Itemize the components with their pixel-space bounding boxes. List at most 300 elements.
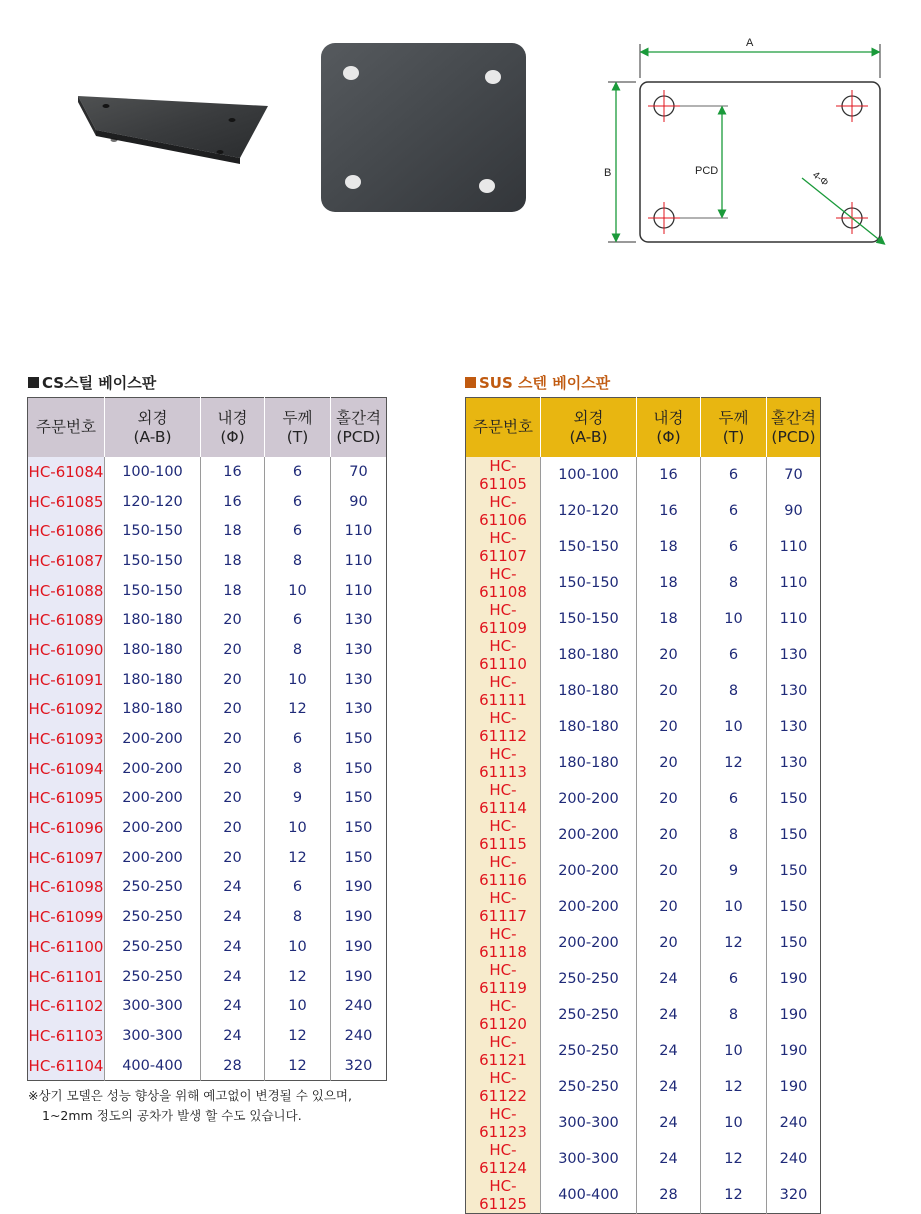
cs-cell-hole-spacing: 240 xyxy=(331,1021,387,1051)
sus-cell-outer-size: 100-100 xyxy=(541,457,637,493)
cs-cell-thickness: 6 xyxy=(265,487,331,517)
sus-cell-inner-diameter: 24 xyxy=(637,997,701,1033)
cs-cell-inner-diameter: 18 xyxy=(201,576,265,606)
cs-cell-order-number: HC-61086 xyxy=(28,516,105,546)
sus-cell-inner-diameter: 18 xyxy=(637,529,701,565)
cs-header-row xyxy=(28,398,387,458)
cs-cell-order-number: HC-61104 xyxy=(28,1051,105,1081)
cs-cell-outer-size: 120-120 xyxy=(105,487,201,517)
cs-cell-thickness: 6 xyxy=(265,516,331,546)
cs-cell-thickness: 8 xyxy=(265,754,331,784)
sus-cell-thickness: 10 xyxy=(701,889,767,925)
sus-cell-hole-spacing: 110 xyxy=(767,565,821,601)
cs-header-thickness-line1: 두께 xyxy=(282,408,313,427)
sus-cell-order-number: HC-61112 xyxy=(466,709,541,745)
sus-cell-thickness: 6 xyxy=(701,457,767,493)
table-row xyxy=(28,873,387,903)
sus-header-inner-diameter xyxy=(637,398,701,458)
cs-cell-outer-size: 400-400 xyxy=(105,1051,201,1081)
cs-cell-outer-size: 200-200 xyxy=(105,813,201,843)
sus-cell-hole-spacing: 150 xyxy=(767,889,821,925)
sus-cell-thickness: 8 xyxy=(701,997,767,1033)
cs-cell-thickness: 6 xyxy=(265,873,331,903)
sus-cell-inner-diameter: 24 xyxy=(637,961,701,997)
sus-header-outer-size-line1: 외경 xyxy=(573,408,604,427)
sus-spec-table xyxy=(465,397,821,1214)
cs-cell-order-number: HC-61088 xyxy=(28,576,105,606)
sus-cell-outer-size: 120-120 xyxy=(541,493,637,529)
sus-title-marker xyxy=(465,377,476,388)
cs-cell-inner-diameter: 24 xyxy=(201,962,265,992)
table-row xyxy=(28,902,387,932)
footnote-line-2: 1~2mm 정도의 공차가 발생 할 수도 있습니다. xyxy=(42,1108,302,1123)
sus-cell-thickness: 8 xyxy=(701,673,767,709)
cs-cell-outer-size: 250-250 xyxy=(105,873,201,903)
sus-cell-thickness: 12 xyxy=(701,745,767,781)
sus-cell-inner-diameter: 20 xyxy=(637,925,701,961)
cs-header-hole-spacing-line1: 홀간격 xyxy=(336,408,381,427)
sus-cell-hole-spacing: 110 xyxy=(767,601,821,637)
dimension-a-label: A xyxy=(746,37,754,49)
sus-cell-inner-diameter: 28 xyxy=(637,1177,701,1214)
sus-cell-outer-size: 150-150 xyxy=(541,565,637,601)
cs-cell-inner-diameter: 20 xyxy=(201,605,265,635)
hole-diameter-label: 4-Φ xyxy=(810,169,831,189)
cs-cell-inner-diameter: 28 xyxy=(201,1051,265,1081)
sus-cell-hole-spacing: 190 xyxy=(767,961,821,997)
cs-cell-outer-size: 180-180 xyxy=(105,635,201,665)
sus-cell-thickness: 12 xyxy=(701,925,767,961)
sus-cell-inner-diameter: 18 xyxy=(637,565,701,601)
cs-cell-hole-spacing: 190 xyxy=(331,873,387,903)
sus-cell-hole-spacing: 150 xyxy=(767,853,821,889)
cs-cell-hole-spacing: 110 xyxy=(331,516,387,546)
cs-cell-outer-size: 200-200 xyxy=(105,784,201,814)
sus-cell-hole-spacing: 70 xyxy=(767,457,821,493)
cs-header-outer-size-line1: 외경 xyxy=(137,408,168,427)
table-row xyxy=(466,601,821,637)
table-row xyxy=(466,1033,821,1069)
sus-cell-outer-size: 180-180 xyxy=(541,637,637,673)
table-row xyxy=(466,745,821,781)
sus-cell-inner-diameter: 20 xyxy=(637,817,701,853)
cs-cell-order-number: HC-61095 xyxy=(28,784,105,814)
cs-cell-hole-spacing: 110 xyxy=(331,546,387,576)
table-row xyxy=(466,565,821,601)
cs-cell-inner-diameter: 20 xyxy=(201,813,265,843)
cs-cell-thickness: 12 xyxy=(265,1021,331,1051)
sus-cell-inner-diameter: 24 xyxy=(637,1141,701,1177)
cs-cell-thickness: 10 xyxy=(265,576,331,606)
sus-cell-inner-diameter: 24 xyxy=(637,1069,701,1105)
sus-cell-order-number: HC-61118 xyxy=(466,925,541,961)
cs-header-inner-diameter-line1: 내경 xyxy=(217,408,248,427)
cs-cell-hole-spacing: 70 xyxy=(331,457,387,487)
sus-cell-thickness: 8 xyxy=(701,565,767,601)
sus-cell-outer-size: 150-150 xyxy=(541,601,637,637)
sus-cell-thickness: 10 xyxy=(701,1033,767,1069)
sus-cell-outer-size: 180-180 xyxy=(541,673,637,709)
sus-cell-order-number: HC-61110 xyxy=(466,637,541,673)
sus-cell-hole-spacing: 240 xyxy=(767,1141,821,1177)
sus-cell-inner-diameter: 16 xyxy=(637,493,701,529)
cs-cell-hole-spacing: 240 xyxy=(331,991,387,1021)
cs-header-thickness-line2: (T) xyxy=(286,427,309,446)
table-row xyxy=(466,853,821,889)
cs-cell-thickness: 12 xyxy=(265,695,331,725)
cs-header-hole-spacing-line2: (PCD) xyxy=(336,427,381,446)
cs-cell-order-number: HC-61087 xyxy=(28,546,105,576)
cs-cell-thickness: 6 xyxy=(265,724,331,754)
cs-cell-hole-spacing: 190 xyxy=(331,902,387,932)
cs-cell-hole-spacing: 150 xyxy=(331,813,387,843)
sus-cell-hole-spacing: 130 xyxy=(767,745,821,781)
sus-cell-inner-diameter: 20 xyxy=(637,853,701,889)
cs-cell-outer-size: 200-200 xyxy=(105,843,201,873)
sus-table-body xyxy=(466,457,821,1214)
sus-cell-hole-spacing: 240 xyxy=(767,1105,821,1141)
sus-header-hole-spacing-line1: 홀간격 xyxy=(771,408,816,427)
cs-cell-order-number: HC-61101 xyxy=(28,962,105,992)
hole-diameter-leader xyxy=(802,178,882,242)
cs-cell-order-number: HC-61098 xyxy=(28,873,105,903)
sus-cell-order-number: HC-61113 xyxy=(466,745,541,781)
sus-cell-order-number: HC-61108 xyxy=(466,565,541,601)
sus-cell-thickness: 10 xyxy=(701,709,767,745)
cs-spec-table xyxy=(27,397,387,1081)
cs-cell-inner-diameter: 24 xyxy=(201,932,265,962)
cs-header-hole-spacing xyxy=(331,398,387,458)
sus-cell-order-number: HC-61119 xyxy=(466,961,541,997)
sus-header-hole-spacing-line2: (PCD) xyxy=(771,427,816,446)
sus-cell-inner-diameter: 24 xyxy=(637,1033,701,1069)
sus-cell-order-number: HC-61107 xyxy=(466,529,541,565)
table-row xyxy=(28,576,387,606)
sus-cell-order-number: HC-61109 xyxy=(466,601,541,637)
sus-header-inner-diameter-line1: 내경 xyxy=(653,408,684,427)
cs-cell-thickness: 10 xyxy=(265,813,331,843)
cs-cell-inner-diameter: 18 xyxy=(201,516,265,546)
sus-header-hole-spacing xyxy=(767,398,821,458)
sus-cell-hole-spacing: 110 xyxy=(767,529,821,565)
table-row xyxy=(28,665,387,695)
cs-cell-hole-spacing: 90 xyxy=(331,487,387,517)
cs-cell-inner-diameter: 24 xyxy=(201,902,265,932)
sus-cell-hole-spacing: 150 xyxy=(767,925,821,961)
sus-cell-inner-diameter: 20 xyxy=(637,709,701,745)
dimension-pcd-label: PCD xyxy=(695,165,719,177)
sus-cell-outer-size: 150-150 xyxy=(541,529,637,565)
cs-cell-inner-diameter: 20 xyxy=(201,665,265,695)
dimension-diagram xyxy=(600,30,900,260)
sus-cell-outer-size: 300-300 xyxy=(541,1141,637,1177)
cs-cell-inner-diameter: 24 xyxy=(201,991,265,1021)
sus-cell-inner-diameter: 18 xyxy=(637,601,701,637)
cs-cell-inner-diameter: 20 xyxy=(201,695,265,725)
cs-cell-inner-diameter: 20 xyxy=(201,635,265,665)
table-row xyxy=(28,635,387,665)
sus-cell-inner-diameter: 20 xyxy=(637,637,701,673)
sus-cell-thickness: 6 xyxy=(701,637,767,673)
cs-cell-outer-size: 150-150 xyxy=(105,546,201,576)
sus-cell-hole-spacing: 130 xyxy=(767,637,821,673)
sus-cell-order-number: HC-61111 xyxy=(466,673,541,709)
sus-cell-hole-spacing: 190 xyxy=(767,1069,821,1105)
sus-header-thickness xyxy=(701,398,767,458)
sus-header-thickness-line1: 두께 xyxy=(718,408,749,427)
cs-cell-thickness: 8 xyxy=(265,546,331,576)
table-row xyxy=(28,457,387,487)
cs-cell-order-number: HC-61103 xyxy=(28,1021,105,1051)
sus-cell-order-number: HC-61117 xyxy=(466,889,541,925)
sus-cell-order-number: HC-61105 xyxy=(466,457,541,493)
cs-cell-inner-diameter: 20 xyxy=(201,843,265,873)
cs-cell-outer-size: 200-200 xyxy=(105,724,201,754)
sus-cell-hole-spacing: 190 xyxy=(767,1033,821,1069)
table-row xyxy=(466,1141,821,1177)
cs-cell-thickness: 10 xyxy=(265,932,331,962)
sus-cell-thickness: 12 xyxy=(701,1177,767,1214)
dimension-b-label: B xyxy=(604,167,612,179)
cs-header-outer-size xyxy=(105,398,201,458)
cs-cell-outer-size: 100-100 xyxy=(105,457,201,487)
table-row xyxy=(466,961,821,997)
sus-cell-thickness: 12 xyxy=(701,1069,767,1105)
table-row xyxy=(466,1105,821,1141)
table-row xyxy=(28,1021,387,1051)
sus-cell-outer-size: 200-200 xyxy=(541,853,637,889)
cs-cell-hole-spacing: 130 xyxy=(331,665,387,695)
table-row xyxy=(466,817,821,853)
sus-cell-inner-diameter: 20 xyxy=(637,889,701,925)
table-row xyxy=(466,637,821,673)
sus-cell-thickness: 6 xyxy=(701,493,767,529)
sus-cell-outer-size: 200-200 xyxy=(541,889,637,925)
sus-cell-order-number: HC-61122 xyxy=(466,1069,541,1105)
cs-cell-outer-size: 250-250 xyxy=(105,902,201,932)
sus-cell-hole-spacing: 190 xyxy=(767,997,821,1033)
sus-section-title xyxy=(465,372,610,393)
hole-top-left xyxy=(648,90,680,122)
table-row xyxy=(466,709,821,745)
cs-cell-thickness: 8 xyxy=(265,902,331,932)
cs-cell-hole-spacing: 130 xyxy=(331,635,387,665)
cs-cell-outer-size: 150-150 xyxy=(105,516,201,546)
sus-cell-thickness: 10 xyxy=(701,1105,767,1141)
sus-cell-thickness: 6 xyxy=(701,781,767,817)
cs-cell-outer-size: 180-180 xyxy=(105,695,201,725)
sus-cell-outer-size: 250-250 xyxy=(541,1033,637,1069)
sus-header-order-number xyxy=(466,398,541,458)
sus-cell-outer-size: 250-250 xyxy=(541,1069,637,1105)
cs-cell-outer-size: 300-300 xyxy=(105,991,201,1021)
cs-cell-thickness: 9 xyxy=(265,784,331,814)
cs-header-order-number xyxy=(28,398,105,458)
cs-cell-hole-spacing: 150 xyxy=(331,754,387,784)
cs-cell-order-number: HC-61100 xyxy=(28,932,105,962)
cs-cell-order-number: HC-61091 xyxy=(28,665,105,695)
cs-cell-hole-spacing: 190 xyxy=(331,962,387,992)
table-row xyxy=(28,605,387,635)
table-row xyxy=(466,1177,821,1214)
cs-cell-outer-size: 180-180 xyxy=(105,665,201,695)
table-row xyxy=(28,784,387,814)
table-row xyxy=(28,962,387,992)
cs-cell-inner-diameter: 16 xyxy=(201,487,265,517)
cs-cell-hole-spacing: 190 xyxy=(331,932,387,962)
table-row xyxy=(28,695,387,725)
sus-cell-outer-size: 180-180 xyxy=(541,709,637,745)
footnote-line-1: ※상기 모델은 성능 향상을 위해 예고없이 변경될 수 있으며, xyxy=(28,1088,352,1103)
sus-cell-hole-spacing: 130 xyxy=(767,709,821,745)
sus-cell-order-number: HC-61114 xyxy=(466,781,541,817)
cs-cell-hole-spacing: 150 xyxy=(331,724,387,754)
hole-top-right xyxy=(836,90,868,122)
sus-cell-inner-diameter: 20 xyxy=(637,781,701,817)
sus-cell-order-number: HC-61121 xyxy=(466,1033,541,1069)
table-row xyxy=(466,673,821,709)
sus-cell-order-number: HC-61124 xyxy=(466,1141,541,1177)
cs-cell-inner-diameter: 16 xyxy=(201,457,265,487)
cs-cell-order-number: HC-61093 xyxy=(28,724,105,754)
cs-title-marker xyxy=(28,377,39,388)
cs-cell-inner-diameter: 20 xyxy=(201,784,265,814)
sus-header-order-number-line1: 주문번호 xyxy=(473,418,533,436)
sus-cell-thickness: 10 xyxy=(701,601,767,637)
table-row xyxy=(28,1051,387,1081)
table-row xyxy=(466,781,821,817)
cs-cell-thickness: 6 xyxy=(265,605,331,635)
sus-cell-hole-spacing: 130 xyxy=(767,673,821,709)
cs-cell-inner-diameter: 20 xyxy=(201,724,265,754)
cs-cell-thickness: 10 xyxy=(265,991,331,1021)
sus-cell-order-number: HC-61106 xyxy=(466,493,541,529)
table-row xyxy=(28,843,387,873)
cs-cell-thickness: 8 xyxy=(265,635,331,665)
cs-cell-order-number: HC-61102 xyxy=(28,991,105,1021)
cs-cell-inner-diameter: 24 xyxy=(201,1021,265,1051)
sus-cell-order-number: HC-61116 xyxy=(466,853,541,889)
cs-cell-order-number: HC-61094 xyxy=(28,754,105,784)
cs-cell-thickness: 12 xyxy=(265,962,331,992)
cs-cell-order-number: HC-61096 xyxy=(28,813,105,843)
base-plate-top-photo xyxy=(318,40,528,215)
table-row xyxy=(466,1069,821,1105)
cs-cell-order-number: HC-61090 xyxy=(28,635,105,665)
table-row xyxy=(28,546,387,576)
sus-cell-outer-size: 200-200 xyxy=(541,781,637,817)
sus-cell-outer-size: 200-200 xyxy=(541,925,637,961)
sus-cell-hole-spacing: 150 xyxy=(767,817,821,853)
sus-cell-order-number: HC-61120 xyxy=(466,997,541,1033)
sus-cell-thickness: 9 xyxy=(701,853,767,889)
sus-cell-thickness: 6 xyxy=(701,961,767,997)
cs-cell-outer-size: 250-250 xyxy=(105,962,201,992)
cs-cell-order-number: HC-61085 xyxy=(28,487,105,517)
sus-cell-inner-diameter: 20 xyxy=(637,745,701,781)
sus-header-outer-size xyxy=(541,398,637,458)
table-row xyxy=(466,889,821,925)
cs-header-order-number-line1: 주문번호 xyxy=(36,418,96,436)
table-row xyxy=(466,925,821,961)
cs-cell-thickness: 12 xyxy=(265,1051,331,1081)
cs-cell-inner-diameter: 18 xyxy=(201,546,265,576)
sus-cell-outer-size: 200-200 xyxy=(541,817,637,853)
table-row xyxy=(28,724,387,754)
table-row xyxy=(28,991,387,1021)
cs-cell-hole-spacing: 320 xyxy=(331,1051,387,1081)
sus-header-inner-diameter-line2: (Φ) xyxy=(656,427,681,446)
hole-bottom-left xyxy=(648,202,680,234)
sus-title-text: SUS 스텐 베이스판 xyxy=(479,374,611,392)
cs-section-title xyxy=(28,372,156,393)
cs-cell-outer-size: 180-180 xyxy=(105,605,201,635)
cs-title-text: CS스틸 베이스판 xyxy=(42,374,157,392)
cs-cell-thickness: 10 xyxy=(265,665,331,695)
sus-header-row xyxy=(466,398,821,458)
sus-cell-outer-size: 250-250 xyxy=(541,997,637,1033)
table-row xyxy=(28,516,387,546)
sus-cell-thickness: 6 xyxy=(701,529,767,565)
table-row xyxy=(28,754,387,784)
sus-cell-hole-spacing: 150 xyxy=(767,781,821,817)
cs-cell-order-number: HC-61092 xyxy=(28,695,105,725)
cs-header-inner-diameter-line2: (Φ) xyxy=(220,427,245,446)
sus-cell-inner-diameter: 24 xyxy=(637,1105,701,1141)
cs-cell-order-number: HC-61097 xyxy=(28,843,105,873)
sus-cell-inner-diameter: 20 xyxy=(637,673,701,709)
cs-cell-outer-size: 300-300 xyxy=(105,1021,201,1051)
cs-cell-outer-size: 200-200 xyxy=(105,754,201,784)
table-row xyxy=(28,487,387,517)
sus-cell-inner-diameter: 16 xyxy=(637,457,701,493)
sus-cell-hole-spacing: 90 xyxy=(767,493,821,529)
cs-table-body xyxy=(28,457,387,1081)
cs-cell-inner-diameter: 24 xyxy=(201,873,265,903)
table-row xyxy=(466,457,821,493)
base-plate-side-photo xyxy=(72,90,272,170)
sus-cell-outer-size: 180-180 xyxy=(541,745,637,781)
cs-cell-hole-spacing: 130 xyxy=(331,695,387,725)
sus-cell-order-number: HC-61115 xyxy=(466,817,541,853)
sus-cell-outer-size: 250-250 xyxy=(541,961,637,997)
cs-cell-outer-size: 250-250 xyxy=(105,932,201,962)
sus-cell-order-number: HC-61123 xyxy=(466,1105,541,1141)
table-row xyxy=(466,529,821,565)
cs-cell-order-number: HC-61099 xyxy=(28,902,105,932)
cs-cell-thickness: 12 xyxy=(265,843,331,873)
cs-header-thickness xyxy=(265,398,331,458)
cs-cell-order-number: HC-61084 xyxy=(28,457,105,487)
sus-cell-order-number: HC-61125 xyxy=(466,1177,541,1214)
sus-header-thickness-line2: (T) xyxy=(722,427,745,446)
sus-cell-outer-size: 300-300 xyxy=(541,1105,637,1141)
cs-cell-order-number: HC-61089 xyxy=(28,605,105,635)
table-row xyxy=(28,813,387,843)
cs-cell-hole-spacing: 110 xyxy=(331,576,387,606)
cs-cell-hole-spacing: 130 xyxy=(331,605,387,635)
cs-cell-thickness: 6 xyxy=(265,457,331,487)
table-row xyxy=(28,932,387,962)
cs-header-inner-diameter xyxy=(201,398,265,458)
cs-cell-hole-spacing: 150 xyxy=(331,784,387,814)
cs-cell-inner-diameter: 20 xyxy=(201,754,265,784)
sus-cell-outer-size: 400-400 xyxy=(541,1177,637,1214)
sus-cell-hole-spacing: 320 xyxy=(767,1177,821,1214)
sus-header-outer-size-line2: (A-B) xyxy=(569,427,608,446)
cs-cell-hole-spacing: 150 xyxy=(331,843,387,873)
cs-cell-outer-size: 150-150 xyxy=(105,576,201,606)
